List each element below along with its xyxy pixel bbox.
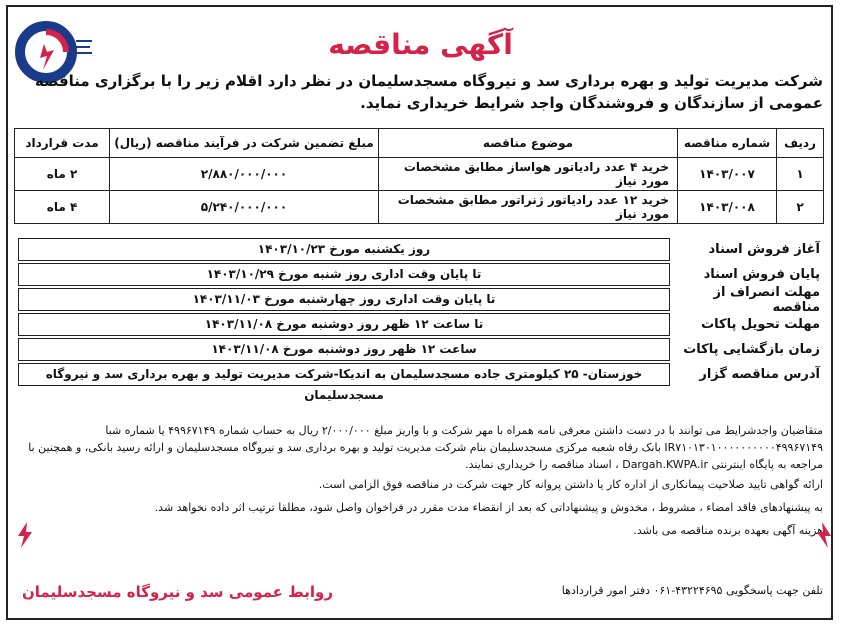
signature: روابط عمومی سد و نیروگاه مسجدسلیمان xyxy=(22,583,333,601)
lightning-icon xyxy=(16,522,34,548)
phone-info: تلفن جهت پاسخگویی ۴۳۲۲۴۶۹۵-۰۶۱ دفتر امور قراردادها xyxy=(561,584,823,597)
header-subject: موضوع مناقصه xyxy=(379,129,678,158)
schedule-value: خوزستان- ۲۵ کیلومتری جاده مسجدسلیمان به اندیکا-شرکت مدیریت تولید و بهره برداری سد و نیروگاه مسجدسلیمان xyxy=(18,363,670,386)
table-row xyxy=(15,158,824,191)
header-index: ردیف xyxy=(777,129,824,158)
cost-note: هزینه آگهی بعهده برنده مناقصه می باشد. xyxy=(633,524,823,537)
row-tender-number: ۱۴۰۳/۰۰۷ xyxy=(678,158,777,191)
header-guarantee-amount: مبلغ تضمین شرکت در فرآیند مناقصه (ریال) xyxy=(110,129,379,158)
schedule-row xyxy=(14,284,824,315)
schedule-row xyxy=(14,313,824,336)
schedule-value: ساعت ۱۲ ظهر روز دوشنبه مورخ ۱۴۰۳/۱۱/۰۸ xyxy=(18,338,670,361)
schedule-value: روز یکشنبه مورخ ۱۴۰۳/۱۰/۲۳ xyxy=(18,238,670,261)
table-row xyxy=(15,191,824,224)
qualification-note: ارائه گواهی تایید صلاحیت پیمانکاری از اداره کار یا داشتن پروانه کار جهت شرکت در مناقصه فوق الزامی است. xyxy=(318,478,823,491)
row-duration: ۴ ماه xyxy=(15,191,110,224)
row-subject: خرید ۴ عدد رادیاتور هواساز مطابق مشخصات مورد نیاز xyxy=(379,158,678,191)
row-tender-number: ۱۴۰۳/۰۰۸ xyxy=(678,191,777,224)
notice-title: آگهی مناقصه xyxy=(328,28,513,61)
schedule-label: پایان فروش اسناد xyxy=(703,267,820,282)
row-index: ۲ xyxy=(777,191,824,224)
intro-text: شرکت مدیریت تولید و بهره برداری سد و نیروگاه مسجدسلیمان در نظر دارد اقلام زیر را با برگزاری مناقصه عمومی از سازندگان و فروشندگان واجد شرایط خریداری نماید. xyxy=(34,72,823,112)
conditions-paragraph: متقاضیان واجدشرایط می توانند با در دست داشتن معرفی نامه همراه با مهر شرکت و با واریز مبلغ ۲/۰۰۰/۰۰۰ ریال به حساب شماره ۴۹۹۶۷۱۴۹ یا شماره شبا IR۷۱۰۱۳۰۱۰۰۰۰۰۰۰۰۰۰۴۹۹۶۷۱۴۹ بانک رفاه شعبه مرکزی مسجدسلیمان بنام شرکت مدیریت تولید و بهره برداری سد و نیروگاه مسجدسلیمان و ارائه رسید بانکی، و همچنین با مراجعه به پایگاه اینترنتی Dargah.KWPA.ir ، اسناد مناقصه را خریداری نمایند. xyxy=(28,424,823,471)
table-header-row xyxy=(15,129,824,158)
rejection-note: به پیشنهادهای فاقد امضاء ، مشروط ، مخدوش و پیشنهاداتی که بعد از انقضاء مدت مقرر در فراخوان واصل شود، مطلقا ترتیب اثر داده نخواهد شد. xyxy=(154,501,823,514)
schedule-label: مهلت انصراف از مناقصه xyxy=(713,284,820,315)
schedule-row xyxy=(14,363,824,402)
schedule-label: آدرس مناقصه گزار xyxy=(699,367,820,382)
schedule-row xyxy=(14,263,824,286)
schedule-label: زمان بازگشایی پاکات xyxy=(683,342,820,357)
schedule-row xyxy=(14,338,824,361)
items-table xyxy=(14,128,824,224)
lightning-icon xyxy=(815,522,833,548)
row-subject: خرید ۱۲ عدد رادیاتور ژنراتور مطابق مشخصات مورد نیاز xyxy=(379,191,678,224)
schedule-value: تا ساعت ۱۲ ظهر روز دوشنبه مورخ ۱۴۰۳/۱۱/۰۸ xyxy=(18,313,670,336)
row-duration: ۲ ماه xyxy=(15,158,110,191)
header-tender-number: شماره مناقصه xyxy=(678,129,777,158)
schedule-row xyxy=(14,238,824,261)
schedule-section xyxy=(14,238,824,402)
row-index: ۱ xyxy=(777,158,824,191)
header-duration: مدت قرارداد xyxy=(15,129,110,158)
schedule-label: آغاز فروش اسناد xyxy=(708,242,820,257)
schedule-label: مهلت تحویل پاکات xyxy=(701,317,820,332)
row-amount: ۲/۸۸۰/۰۰۰/۰۰۰ xyxy=(110,158,379,191)
schedule-value: تا پایان وقت اداری روز چهارشنبه مورخ ۱۴۰۳/۱۱/۰۳ xyxy=(18,288,670,311)
row-amount: ۵/۲۴۰/۰۰۰/۰۰۰ xyxy=(110,191,379,224)
schedule-value: تا پایان وقت اداری روز شنبه مورخ ۱۴۰۳/۱۰/۲۹ xyxy=(18,263,670,286)
